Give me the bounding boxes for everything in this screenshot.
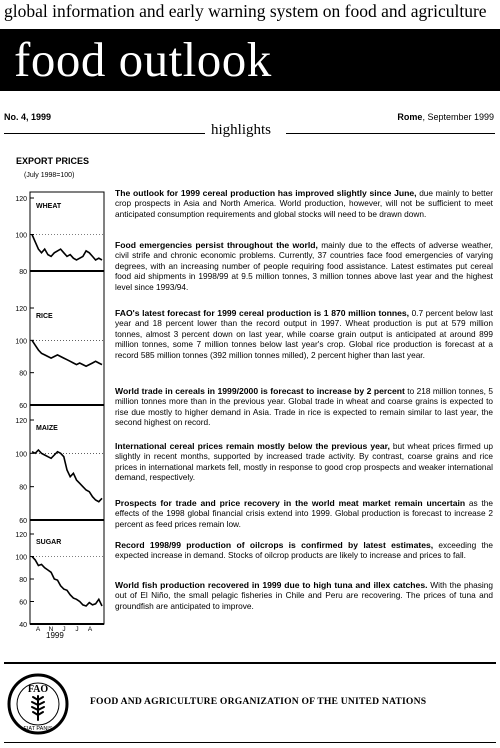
chart-tick-label: 120 <box>15 306 27 313</box>
paragraph-body: due mainly to better crop prospects in Asia and North America. World production, however, will not be sufficient to meet anticipated consumption requirements and global stocks will need to be drawn down. <box>115 188 493 219</box>
highlight-paragraph <box>115 441 493 483</box>
chart-tick-label: 100 <box>15 232 27 240</box>
chart-month-label: N <box>48 626 54 632</box>
chart-tick-label: 100 <box>15 554 27 562</box>
paragraph-lead: The outlook for 1999 cereal production has improved slightly since June, <box>115 188 417 198</box>
chart-year-label: 1999 <box>46 631 64 640</box>
chart-title: RICE <box>36 313 53 320</box>
fao-logo-text: FAO <box>27 684 49 695</box>
highlights-rule-right <box>286 133 495 134</box>
chart-tick-label: 80 <box>19 577 27 584</box>
paragraph-body: to 218 million tonnes, 5 million tonnes more than in the previous year. Global trade in wheat and coarse grains is expected to rise due mostly to higher demand in Asia. Trade in rice is expected to remain similar to last year, the second highest on record. <box>115 386 493 428</box>
chart-tick-label: 80 <box>19 484 27 492</box>
paragraph-lead: World fish production recovered in 1999 due to high tuna and illex catches. <box>115 580 428 590</box>
dateline-date: , September 1999 <box>422 112 494 122</box>
footer-rule-bottom <box>4 742 496 743</box>
export-prices-subtitle: (July 1998=100) <box>24 172 75 179</box>
dateline-place: Rome <box>397 112 423 122</box>
paragraph-lead: World trade in cereals in 1999/2000 is forecast to increase by 2 percent <box>115 386 405 396</box>
footer-rule <box>4 662 496 664</box>
chart-tick-label: 80 <box>19 269 27 276</box>
chart-tick-label: 60 <box>19 518 27 525</box>
paragraph-body: but wheat prices firmed up slightly in recent months, supported by increased trade activity. By contrast, coarse grains and rice prices in international markets fell, mostly in response to good crop prospects and weaker international demand, respectively. <box>115 441 493 483</box>
chart-tick-label: 100 <box>15 451 27 459</box>
dateline <box>397 112 494 122</box>
highlights-rule-left <box>4 133 205 134</box>
chart-month-label: J <box>75 626 79 632</box>
highlight-paragraph <box>115 308 493 360</box>
highlight-paragraph <box>115 188 493 219</box>
highlight-paragraph <box>115 240 493 292</box>
paragraph-lead: International cereal prices remain mostly below the previous year, <box>115 441 390 451</box>
paragraph-body: With the phasing out of El Niño, the small pelagic fisheries in Chile and Peru are recovering. The prices of tuna and groundfish are anticipated to improve. <box>115 580 494 611</box>
chart-tick-label: 120 <box>15 532 27 539</box>
chart-tick-label: 120 <box>15 418 27 425</box>
highlight-paragraph <box>115 580 493 611</box>
export-prices-title: EXPORT PRICES <box>16 156 90 166</box>
organization-name: FOOD AND AGRICULTURE ORGANIZATION OF THE UNITED NATIONS <box>90 696 427 707</box>
fao-logo <box>6 672 70 736</box>
chart-title: WHEAT <box>36 203 62 210</box>
chart-title: MAIZE <box>36 425 58 432</box>
chart-title: SUGAR <box>36 539 62 546</box>
export-price-charts <box>0 188 106 632</box>
highlight-paragraph <box>115 540 493 561</box>
chart-tick-label: 40 <box>19 622 27 629</box>
chart-month-label: A <box>35 626 41 632</box>
chart-tick-label: 100 <box>15 338 27 346</box>
chart-tick-label: 60 <box>19 403 27 410</box>
chart-month-label: A <box>87 626 93 632</box>
chart-month-label: J <box>62 626 66 632</box>
chart-tick-label: 60 <box>19 599 27 607</box>
highlight-paragraph <box>115 498 493 529</box>
title-banner <box>0 29 500 91</box>
paragraph-body: mainly due to the effects of adverse weather, civil strife and chronic economic problems. Currently, 37 countries face food emergencies of varying degrees, with an increasing number of people requiring food assistance. Latest estimates put cereal food aid shipments in 1998/99 at 9.5 million tonnes, 3 million tonnes above last year and the highest level since 1993/94. <box>115 240 493 292</box>
chart-tick-label: 80 <box>19 370 27 378</box>
paragraph-lead: FAO's latest forecast for 1999 cereal production is 1 870 million tonnes, <box>115 308 410 318</box>
paragraph-body: exceeding the expected increase in demand. Stocks of oilcrop products are likely to increase and prices to fall. <box>115 540 493 561</box>
section-heading-highlights: highlights <box>211 122 272 138</box>
paragraph-lead: Record 1998/99 production of oilcrops is confirmed by latest estimates, <box>115 540 434 550</box>
issue-number: No. 4, 1999 <box>4 112 52 122</box>
publication-title: food outlook <box>14 32 272 87</box>
highlight-paragraph <box>115 386 493 428</box>
header-topline: global information and early warning system on food and agriculture <box>4 1 487 21</box>
paragraph-lead: Prospects for trade and price recovery in the world meat market remain uncertain <box>115 498 466 508</box>
fao-logo-motto: FIAT PANIS <box>23 726 53 732</box>
chart-tick-label: 120 <box>15 196 27 203</box>
paragraph-body: 0.7 percent below last year and 18 percent lower than the record output in 1997. Wheat production is put at 579 million tonnes, almost 3 percent down on last year, while coarse grain output is anticipated at around 899 million tonnes, some 7 million tonnes below last year's crop. Global rice production is forecast at a record 585 million tonnes (392 million tonnes milled), 2 percent higher than last year. <box>115 308 493 360</box>
paragraph-lead: Food emergencies persist throughout the world, <box>115 240 318 250</box>
paragraph-body: as the effects of the 1998 global financial crisis extend into 1999. Global production is forecast to increase 2 percent as feed prices remain low. <box>115 498 493 529</box>
